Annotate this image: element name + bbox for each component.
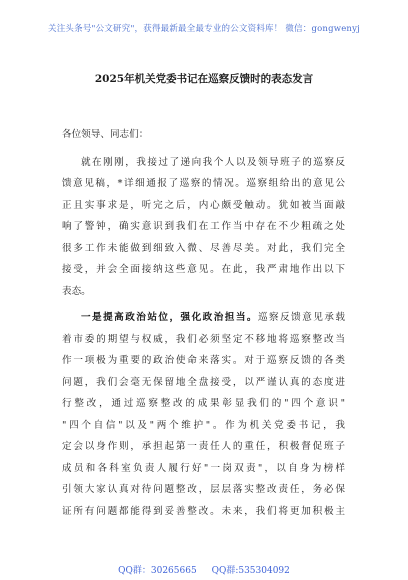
text-line: 正且实事求是，听完之后，内心颇受触动。犹如被当面敲: [62, 199, 345, 211]
text-line: 就在刚刚，我接过了递向我个人以及领导班子的巡察反: [81, 156, 345, 168]
section-lead-rest: 巡察反馈意见承载: [257, 312, 346, 323]
text-line: 着市委的期望与权威，我们必须坚定不移地将巡察整改当: [62, 333, 345, 345]
salutation: 各位领导、同志们：: [62, 129, 149, 140]
document-title: 2025年机关党委书记在巡察反馈时的表态发言: [94, 73, 314, 85]
text-line: 成员和各科室负责人履行好"一岗双责"，以自身为榜样: [62, 462, 345, 474]
paragraph-political-stance: [62, 307, 345, 522]
footer-contact: [0, 563, 408, 576]
text-line: 问题，我们会毫无保留地全盘接受，以严谨认真的态度进: [62, 376, 345, 388]
text-line: 证所有问题都能得到妥善整改。未来，我们将更加积极主: [62, 505, 345, 517]
text-line: "四个自信"以及"两个维护"。作为机关党委书记，我: [62, 419, 345, 431]
footer-qq-group-2: QQ群:535304092: [211, 566, 290, 576]
text-line: 响了警钟，确实意识到我们在工作当中存在不少粗疏之处: [62, 221, 345, 232]
text-line: [62, 307, 345, 329]
document-body: [62, 124, 345, 527]
footer-qq-group-1: QQ群：30265665: [118, 566, 197, 576]
text-line: 很多工作未能做到细致入微、尽善尽美。对此，我们完全: [62, 242, 345, 254]
text-line: 馈意见稿，*详细通报了巡察的情况。巡察组给出的意见公: [62, 178, 345, 189]
text-line: 作一项极为重要的政治使命来落实。对于巡察反馈的各类: [62, 355, 345, 366]
text-line: 定会以身作则，承担起第一责任人的重任，积极督促班子: [62, 441, 345, 452]
header-banner: 关注头条号"公文研究"，获得最新最全最专业的公文资料库！ 微信：gongwenyj: [48, 24, 360, 34]
section-lead: 一是提高政治站位，强化政治担当。: [81, 312, 258, 323]
paragraph-intro: [62, 152, 345, 303]
text-line: 引领大家认真对待问题整改，层层落实整改责任，务必保: [62, 484, 345, 495]
text-line: 表态。: [62, 285, 91, 297]
text-line: 行整改，通过巡察整改的成果彰显我们的"四个意识": [62, 398, 345, 409]
text-line: 接受，并会全面接纳这些意见。在此，我严肃地作出以下: [62, 264, 345, 275]
